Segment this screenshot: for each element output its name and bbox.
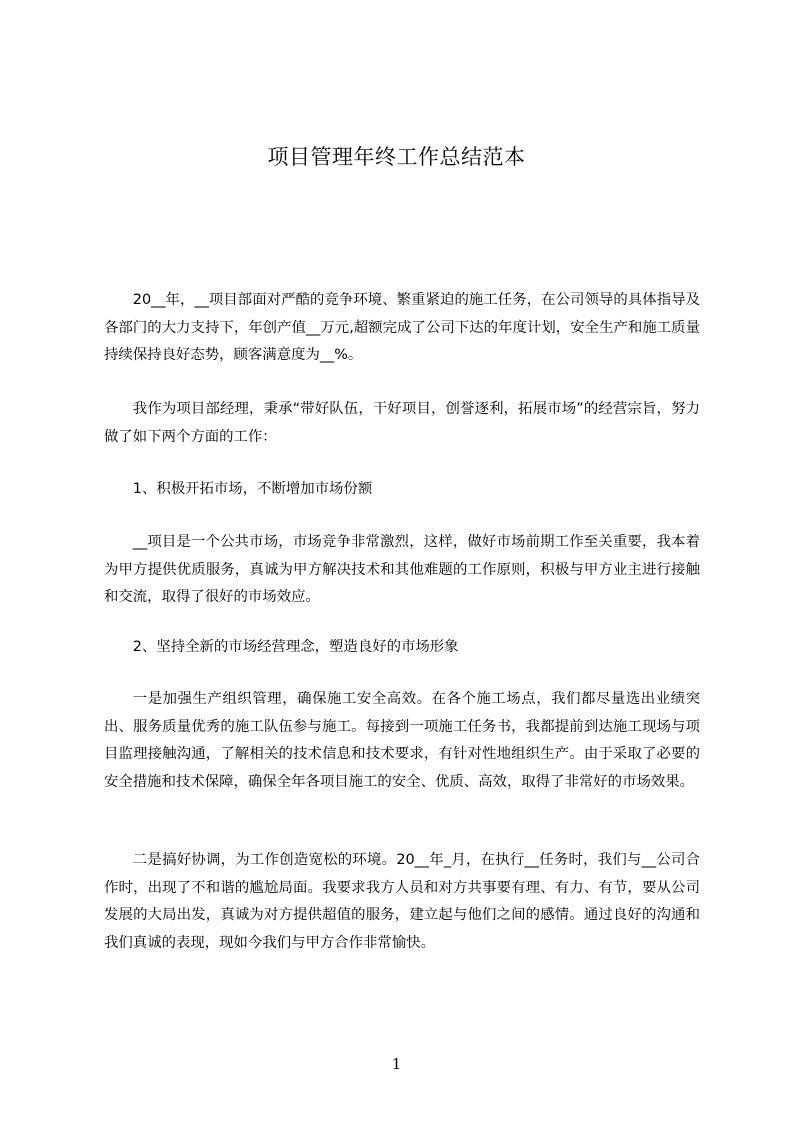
document-title: 项目管理年终工作总结范本	[267, 145, 526, 169]
section-heading-1: 1、积极开拓市场，不断增加市场份额	[132, 481, 373, 497]
page-number: 1	[391, 1055, 402, 1073]
paragraph-market-expansion: __项目是一个公共市场，市场竞争非常激烈，这样，做好市场前期工作至关重要，我本着为甲方提供优质服务，真诚为甲方解决技术和其他难题的工作原则，积极与甲方业主进行接触和交流，取得了很好的市场效应。	[104, 534, 700, 605]
paragraph-coordination: 二是搞好协调，为工作创造宽松的环境。20__年_月，在执行__任务时，我们与__公司合作时，出现了不和谐的尴尬局面。我要求我方人员和对方共事要有理、有力、有节，要从公司发展的大局出发，真诚为对方提供超值的服务，建立起与他们之间的感情。通过良好的沟通和我们真诚的表现，现如今我们与甲方合作非常愉快。	[104, 852, 700, 951]
section-heading-2: 2、坚持全新的市场经营理念，塑造良好的市场形象	[132, 639, 459, 655]
paragraph-production-management: 一是加强生产组织管理，确保施工安全高效。在各个施工场点，我们都尽量选出业绩突出、服务质量优秀的施工队伍参与施工。每接到一项施工任务书，我都提前到达施工现场与项目监理接触沟通，了解相关的技术信息和技术要求，有针对性地组织生产。由于采取了必要的安全措施和技术保障，确保全年各项目施工的安全、优质、高效，取得了非常好的市场效果。	[104, 691, 700, 790]
paragraph-manager-statement: 我作为项目部经理，秉承“带好队伍，干好项目，创誉逐利，拓展市场”的经营宗旨，努力做了如下两个方面的工作：	[104, 401, 700, 445]
paragraph-intro: 20__年，__项目部面对严酷的竞争环境、繁重紧迫的施工任务，在公司领导的具体指导及各部门的大力支持下，年创产值__万元,超额完成了公司下达的年度计划，安全生产和施工质量持续保持良好态势，顾客满意度为__%。	[104, 292, 700, 363]
